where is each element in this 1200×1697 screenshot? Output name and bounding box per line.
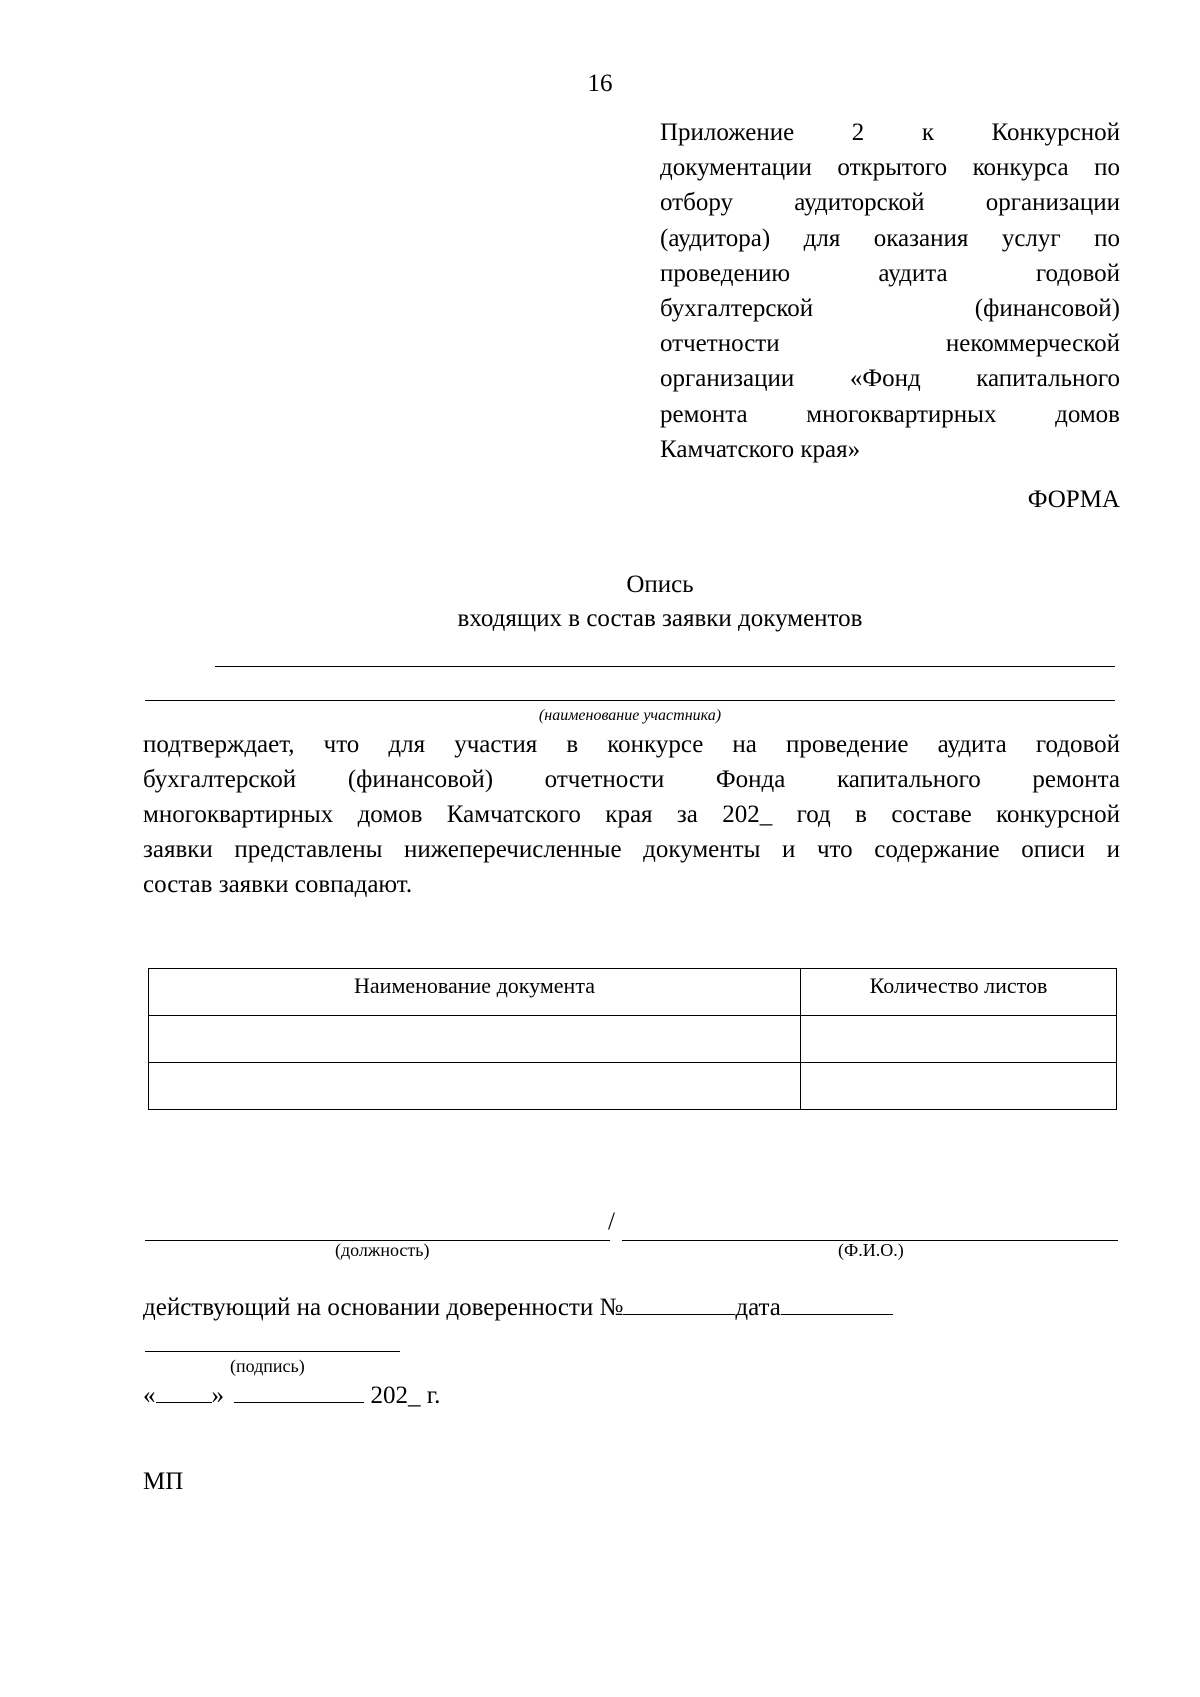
stamp-label: МП — [143, 1468, 184, 1495]
participant-name-line-1[interactable] — [215, 666, 1115, 667]
body-line: заявки представлены нижеперечисленные документы и что содержание описи и — [143, 836, 1120, 863]
participant-name-line-2[interactable] — [145, 700, 1115, 701]
header-document-name: Наименование документа — [149, 969, 801, 1016]
position-caption: (должность) — [335, 1240, 430, 1260]
power-of-attorney — [143, 1292, 893, 1322]
appendix-line: Камчатского края» — [660, 435, 861, 463]
document-name-cell[interactable] — [149, 1063, 801, 1110]
signature-caption: (подпись) — [230, 1356, 305, 1376]
appendix-line: организации «Фонд капитального — [660, 365, 1120, 393]
date-label: дата — [735, 1294, 781, 1321]
year-label: 202_ г. — [370, 1382, 441, 1409]
sheet-count-cell[interactable] — [801, 1016, 1117, 1063]
appendix-line: бухгалтерской (финансовой) — [660, 295, 1120, 323]
appendix-reference — [660, 115, 1120, 467]
signature-line[interactable] — [145, 1351, 400, 1352]
header-sheet-count: Количество листов — [801, 969, 1117, 1016]
body-line: подтверждает, что для участия в конкурсе на проведение аудита годовой — [143, 731, 1120, 758]
body-line: состав заявки совпадают. — [143, 871, 413, 898]
signature-slash: / — [608, 1208, 615, 1235]
title-line-1: Опись — [626, 571, 694, 598]
table-header-row — [149, 969, 1117, 1016]
body-line: бухгалтерской (финансовой) отчетности Фонда капитального ремонта — [143, 766, 1120, 793]
full-name-caption: (Ф.И.О.) — [838, 1240, 904, 1260]
form-label: ФОРМА — [1027, 486, 1120, 513]
day-field[interactable] — [156, 1380, 212, 1403]
page-number: 16 — [587, 70, 613, 97]
participant-caption: (наименование участника) — [538, 707, 722, 724]
attorney-date-field[interactable] — [781, 1292, 893, 1315]
table-row — [149, 1063, 1117, 1110]
date-line — [143, 1380, 440, 1410]
appendix-line: проведению аудита годовой — [660, 259, 1120, 287]
appendix-line: отчетности некоммерческой — [660, 330, 1120, 358]
month-field[interactable] — [234, 1380, 364, 1403]
appendix-line: документации открытого конкурса по — [660, 154, 1120, 182]
document-title — [0, 568, 1200, 636]
appendix-line: Приложение 2 к Конкурсной — [660, 119, 1120, 146]
sheet-count-cell[interactable] — [801, 1063, 1117, 1110]
close-quote: » — [211, 1382, 224, 1409]
documents-table — [148, 968, 1117, 1110]
appendix-line: (аудитора) для оказания услуг по — [660, 224, 1120, 252]
body-line: многоквартирных домов Камчатского края за 202_ год в составе конкурсной — [143, 801, 1120, 828]
title-line-2: входящих в состав заявки документов — [457, 605, 863, 632]
appendix-line: отбору аудиторской организации — [660, 189, 1120, 217]
confirmation-paragraph — [143, 727, 1120, 902]
appendix-line: ремонта многоквартирных домов — [660, 400, 1120, 428]
table-row — [149, 1016, 1117, 1063]
attorney-number-field[interactable] — [623, 1292, 735, 1315]
open-quote: « — [143, 1382, 156, 1409]
power-of-attorney-prefix: действующий на основании доверенности № — [143, 1294, 624, 1321]
document-name-cell[interactable] — [149, 1016, 801, 1063]
